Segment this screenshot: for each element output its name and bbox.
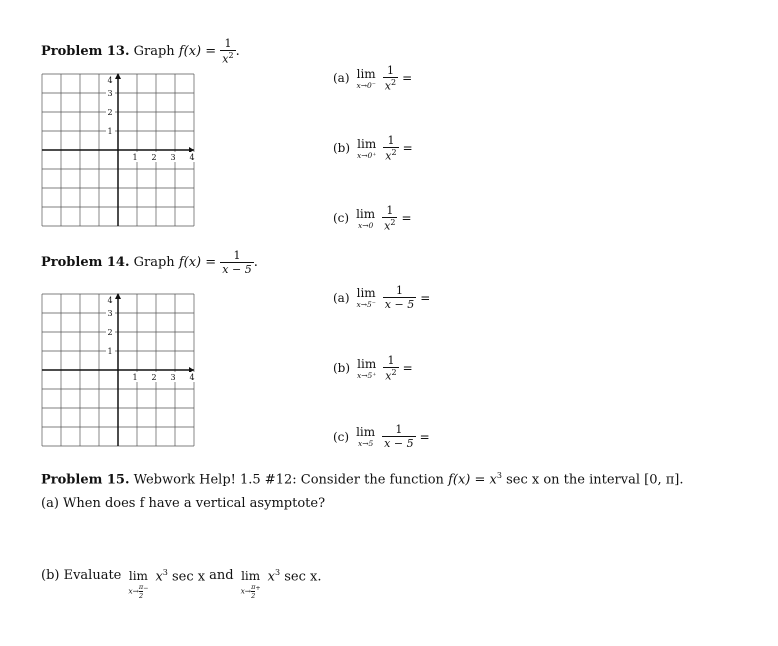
equals: = [401,211,412,226]
y-tick-label: 2 [107,328,113,337]
y-tick-label: 4 [107,296,113,305]
p14-part-a [333,285,430,310]
part-label: (b) Evaluate [41,568,122,583]
part-label: (b) [333,361,351,376]
problem-13-label: Problem 13. [41,43,130,59]
limit-fraction: $\frac{1}{x - 5}$ [384,284,415,311]
function-tail: sec x on the interval [0, π]. [506,472,684,488]
problem-15-heading [41,471,684,487]
y-tick-label: 3 [107,309,113,318]
limit-fraction: $\frac{1}{x^2}$ [385,134,397,163]
limit: lim x→5⁻ [356,285,376,309]
coordinate-grid[interactable] [40,290,196,448]
part-label: (a) [333,290,350,305]
x-tick-label: 4 [189,373,195,382]
x-tick-label: 4 [189,153,195,162]
graph-grid-13[interactable] [40,70,196,228]
x-tick-label: 1 [132,153,138,162]
y-tick-label: 3 [107,89,113,98]
numerator: 1 [224,37,232,50]
limit: lim x→0⁺ [357,136,377,160]
part-label: (a) [333,71,350,86]
limit-fraction: $\frac{1}{x - 5}$ [384,423,414,450]
equals: = [419,429,430,444]
y-tick-label: 1 [107,347,113,356]
limit: lim x→0⁻ [356,66,376,90]
p13-part-c [333,205,412,232]
y-tick-label: 4 [107,76,113,85]
y-tick-label: 1 [107,127,113,136]
function-lhs: f(x) = [178,43,217,59]
equals: = [402,361,413,376]
problem-15-text: Webwork Help! 1.5 #12: Consider the function [133,472,444,488]
problem-15-part-b [41,568,321,599]
equals: = [402,71,413,86]
function-fraction [220,38,235,65]
period: . [235,43,240,59]
equals: = [402,141,413,156]
limit: lim x→5 [356,424,376,448]
problem-15-part-a: (a) When does f have a vertical asymptote? [41,496,326,511]
function-fraction: $\frac{1}{x - 5}$ [222,249,252,276]
p14-part-b [333,355,413,382]
and-word: and [209,568,234,583]
x-tick-label: 2 [151,153,157,162]
function-expr: f(x) = x [448,472,497,488]
denominator: $x^2$ [222,51,234,66]
graph-word: Graph [133,43,175,59]
limit: lim x→5⁺ [357,356,377,380]
x-tick-label: 3 [170,153,176,162]
problem-13-heading [41,38,240,65]
problem-14-label: Problem 14. [41,255,130,270]
p13-part-b [333,135,413,162]
y-tick-label: 2 [107,108,113,117]
right-limit: lim x→ $\frac{\pi}{2}$ + [240,569,261,600]
function-lhs: f(x) = [178,255,217,270]
p14-part-c [333,424,430,449]
problem-15-label: Problem 15. [41,472,130,488]
part-label: (c) [333,211,350,226]
left-limit: lim x→ $\frac{\pi}{2}$ − [128,569,149,600]
equals: = [420,290,431,305]
limit-fraction: $\frac{1}{x^2}$ [384,64,397,93]
p13-part-a [333,65,412,92]
exponent: 3 [496,471,502,480]
limit-fraction: $\frac{1}{x^2}$ [384,204,396,233]
graph-word: Graph [133,255,175,270]
x-tick-label: 1 [132,373,138,382]
coordinate-grid[interactable] [40,70,196,228]
graph-grid-14[interactable] [40,290,196,448]
right-expr: $x^3$ sec x. [267,568,322,585]
x-tick-label: 3 [170,373,176,382]
left-expr: $x^3$ sec x [155,568,206,585]
period: . [253,255,258,270]
x-tick-label: 2 [151,373,157,382]
limit-fraction: $\frac{1}{x^2}$ [385,354,397,383]
part-label: (b) [333,141,351,156]
part-label: (c) [333,429,350,444]
problem-14-heading [41,250,258,275]
limit: lim x→0 [356,206,376,230]
